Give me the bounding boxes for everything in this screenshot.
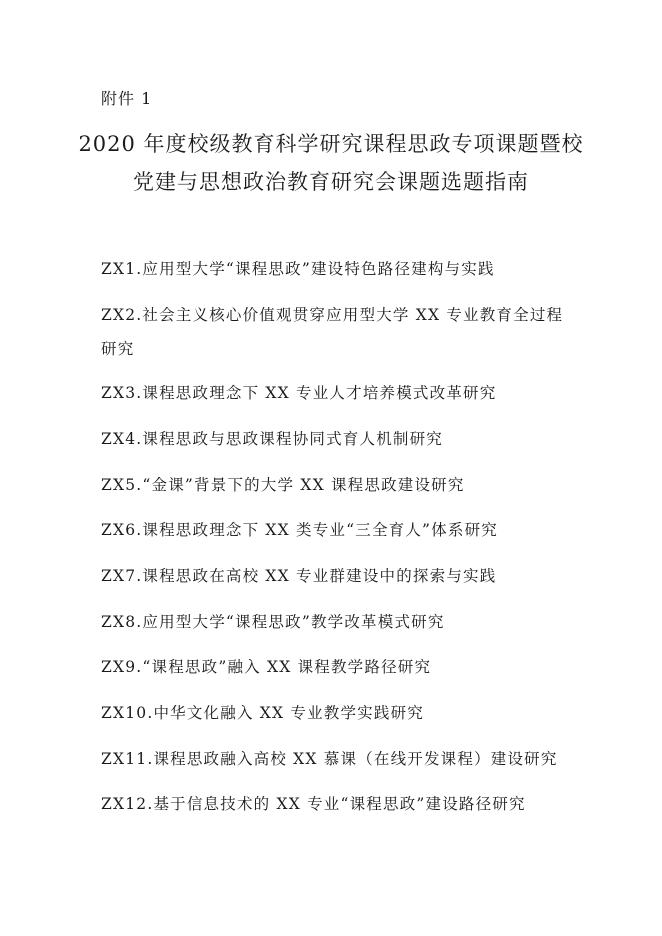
topic-item: ZX12.基于信息技术的 XX 专业“课程思政”建设路径研究	[101, 795, 526, 813]
topic-item: ZX8.应用型大学“课程思政”教学改革模式研究	[101, 613, 445, 631]
topic-item: ZX4.课程思政与思政课程协同式育人机制研究	[101, 430, 443, 448]
document-title-line-2: 党建与思想政治教育研究会课题选题指南	[133, 170, 529, 194]
topic-item: ZX9.“课程思政”融入 XX 课程教学路径研究	[101, 658, 432, 676]
topic-item: ZX10.中华文化融入 XX 专业教学实践研究	[101, 704, 424, 722]
document-title-line-1: 2020 年度校级教育科学研究课程思政专项课题暨校	[78, 132, 584, 156]
attachment-label: 附件 1	[101, 89, 153, 108]
topic-item: ZX5.“金课”背景下的大学 XX 课程思政建设研究	[101, 476, 465, 494]
topic-item: ZX2.社会主义核心价值观贯穿应用型大学 XX 专业教育全过程研究	[101, 306, 564, 358]
topic-item: ZX7.课程思政在高校 XX 专业群建设中的探索与实践	[101, 567, 497, 585]
topic-item: ZX1.应用型大学“课程思政”建设特色路径建构与实践	[101, 260, 495, 278]
topic-item: ZX3.课程思政理念下 XX 专业人才培养模式改革研究	[101, 384, 497, 402]
topic-item: ZX11.课程思政融入高校 XX 慕课（在线开发课程）建设研究	[101, 750, 558, 768]
topic-item: ZX6.课程思政理念下 XX 类专业“三全育人”体系研究	[101, 521, 498, 539]
